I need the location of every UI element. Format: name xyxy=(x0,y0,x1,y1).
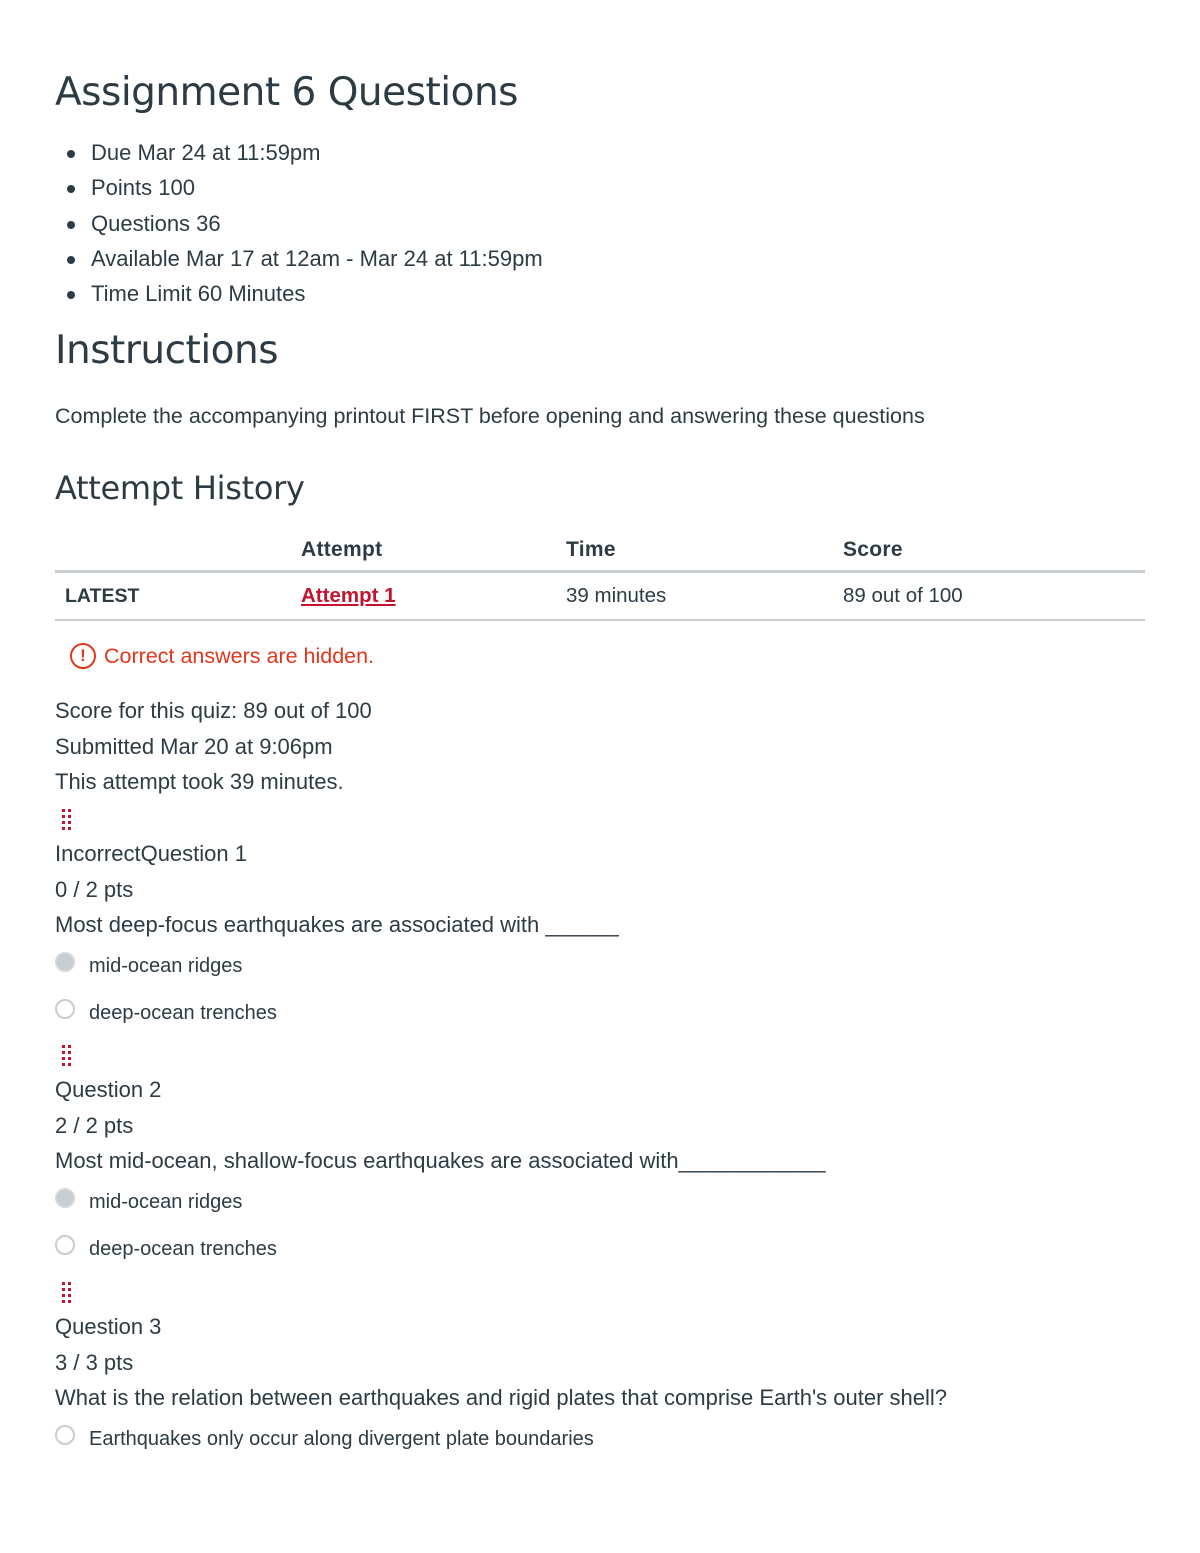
question-points: 3 / 3 pts xyxy=(55,1349,134,1375)
instructions-heading: Instructions xyxy=(55,328,279,373)
detail-points: Points 100 xyxy=(91,170,543,205)
detail-due: Due Mar 24 at 11:59pm xyxy=(91,135,543,170)
question-name: Question 3 xyxy=(55,1314,162,1339)
question-text: Most deep-focus earthquakes are associated with ______ xyxy=(55,912,619,937)
attempt-time: 39 minutes xyxy=(566,572,843,621)
radio-selected xyxy=(55,1188,75,1208)
answer-option xyxy=(55,943,1145,990)
instructions-text: Complete the accompanying printout FIRST before opening and answering these questions xyxy=(55,404,925,428)
attempt-cell xyxy=(301,572,566,621)
radio-unselected xyxy=(55,999,75,1019)
radio-unselected xyxy=(55,1235,75,1255)
question-name: Question 2 xyxy=(55,1077,162,1102)
question-name: IncorrectQuestion 1 xyxy=(55,841,247,866)
drag-handle-icon[interactable] xyxy=(62,1282,74,1304)
question-3 xyxy=(55,1309,1145,1463)
drag-handle-icon[interactable] xyxy=(62,809,74,831)
warning-text: Correct answers are hidden. xyxy=(104,643,375,668)
answer-option xyxy=(55,1416,1145,1463)
warning-icon: ! xyxy=(70,643,96,669)
answer-label: mid-ocean ridges xyxy=(89,954,243,977)
table-header-row xyxy=(55,530,1145,572)
submitted-date: Submitted Mar 20 at 9:06pm xyxy=(55,733,333,759)
attempt-label: LATEST xyxy=(55,572,301,621)
detail-time-limit: Time Limit 60 Minutes xyxy=(91,276,543,311)
column-header-score: Score xyxy=(843,530,1145,572)
drag-handle-icon[interactable] xyxy=(62,1045,74,1067)
attempt-duration: This attempt took 39 minutes. xyxy=(55,769,344,794)
page-title: Assignment 6 Questions xyxy=(55,70,518,115)
question-points: 2 / 2 pts xyxy=(55,1112,134,1138)
attempt-link[interactable]: Attempt 1 xyxy=(301,584,396,607)
answer-option xyxy=(55,1226,1145,1273)
question-points: 0 / 2 pts xyxy=(55,876,134,902)
attempt-history-heading: Attempt History xyxy=(55,469,305,507)
question-2 xyxy=(55,1072,1145,1273)
quiz-score: Score for this quiz: 89 out of 100 xyxy=(55,698,372,723)
column-header-blank xyxy=(55,530,301,572)
answer-label: deep-ocean trenches xyxy=(89,1001,277,1024)
answer-option xyxy=(55,1179,1145,1226)
column-header-time: Time xyxy=(566,530,843,572)
question-1 xyxy=(55,836,1145,1037)
detail-questions: Questions 36 xyxy=(91,206,543,241)
detail-available: Available Mar 17 at 12am - Mar 24 at 11:59pm xyxy=(91,241,543,276)
table-row xyxy=(55,572,1145,621)
quiz-details xyxy=(55,135,543,311)
question-text: What is the relation between earthquakes and rigid plates that comprise Earth's outer shell? xyxy=(55,1385,948,1410)
radio-unselected xyxy=(55,1425,75,1445)
answer-label: Earthquakes only occur along divergent plate boundaries xyxy=(89,1427,594,1450)
answer-label: mid-ocean ridges xyxy=(89,1190,243,1213)
answer-option xyxy=(55,990,1145,1037)
radio-selected xyxy=(55,952,75,972)
attempt-score: 89 out of 100 xyxy=(843,572,1145,621)
attempt-history-table xyxy=(55,530,1145,621)
score-info xyxy=(55,693,372,800)
column-header-attempt: Attempt xyxy=(301,530,566,572)
hidden-answers-warning xyxy=(70,643,374,669)
question-text: Most mid-ocean, shallow-focus earthquakes are associated with____________ xyxy=(55,1148,826,1173)
answer-label: deep-ocean trenches xyxy=(89,1237,277,1260)
